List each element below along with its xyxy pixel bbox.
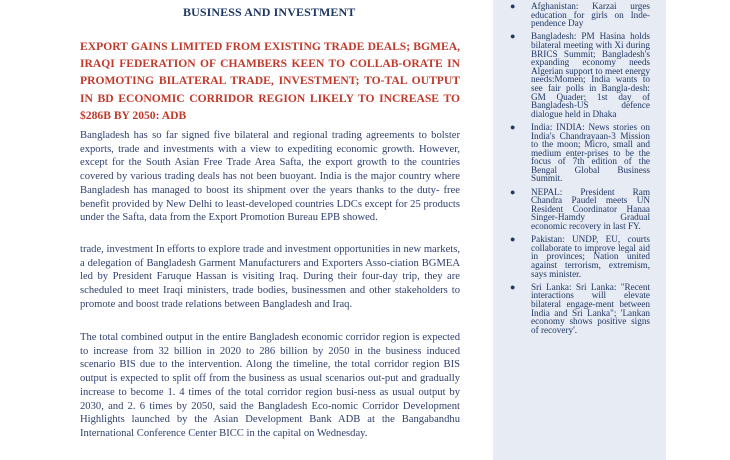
news-list <box>493 2 666 334</box>
bullet-icon: ● <box>510 186 516 197</box>
bullet-icon: ● <box>510 121 516 132</box>
news-sidebar <box>493 0 666 460</box>
bullet-icon: ● <box>510 1 516 11</box>
bullet-icon: ● <box>510 281 516 292</box>
news-item-text: Pakistan: UNDP, EU, courts collaborate to improve legal aid in provinces; Nation united against terrorism, extremism, says minister. <box>531 234 650 279</box>
news-item-afghanistan[interactable] <box>493 2 666 28</box>
news-item-text: NEPAL: President Ram Chandra Paudel meets UN Resident Coordinator Hanaa Singer-Hamdy Gradual economic recovery in last FY. <box>531 186 650 232</box>
news-item-india[interactable] <box>493 123 666 183</box>
article-paragraph-2: trade, investment In efforts to explore trade and investment opportunities in new markets, a delegation of Bangladesh Garment Manufacturers and Exporters Asso-ciation BGMEA led by President Faruque Hassan is visiting Iraq. During their four-day trip, they are scheduled to meet Iraqi ministers, trade bodies, businessmen and other stakeholders to promote and boost trade relations between Bangladesh and Iraq. <box>80 244 460 310</box>
article-paragraph-3: The total combined output in the entire Bangladesh economic corridor region is expected to increase from 32 billion in 2020 to 286 billion by 2050 in the business induced scenario BIS due to the intervention. Along the timeline, the total corridor region BIS output is expected to split off from the business as usual scenarios out-put and gradually increase to become 1. 4 times of the total corridor region busi-ness as usual output by 2030, and 2. 6 times by 2050, said the Bangladesh Eco-nomic Corridor Development Highlights launched by the Asian Development Bank ADB at the Bangabandhu International Conference Center BICC in the capital on Wednesday. <box>80 332 460 439</box>
news-item-pakistan[interactable] <box>493 235 666 278</box>
article-paragraph-1: Bangladesh has so far signed five bilateral and regional trading agreements to bolster exports, trade and investments with a view to expediting economic growth. However, except for the South Asian Free Trade Area Safta, the export growth to the countries covered by various trading deals has not been buoyant. India is the major country where Bangladesh has managed to boost its shipment over the years thanks to the duty- free benefit provided by New Delhi to least-developed countries LDCs except for 25 products under the Safta, data from the Export Promotion Bureau EPB showed. <box>80 130 460 224</box>
bullet-icon: ● <box>510 234 516 245</box>
news-item-sri-lanka[interactable] <box>493 283 666 335</box>
news-item-bangladesh[interactable] <box>493 32 666 118</box>
section-title: BUSINESS AND INVESTMENT <box>183 5 356 19</box>
article-headline: EXPORT GAINS LIMITED FROM EXISTING TRADE DEALS; BGMEA, IRAQI FEDERATION OF CHAMBERS KEEN TO COLLAB-ORATE IN PROMOTING BILATERAL TRADE, INVESTMENT; TO-TAL OUTPUT IN BD ECONOMIC CORRIDOR REGION LIKELY TO INCREASE TO $286B BY 2050: ADB <box>80 40 460 122</box>
news-item-text: Bangladesh: PM Hasina holds bilateral meeting with Xi during BRICS Summit; Bangladesh's expanding economy needs Algerian support to meet energy needs:Momen; India wants to see fair polls in Bangla-desh: GM Quader; 1st day of Bangladesh-US defence dialogue held in Dhaka <box>531 31 650 119</box>
news-item-text: Afghanistan: Karzai urges education for girls on Inde-pendence Day <box>531 1 650 29</box>
news-item-text: India: INDIA: News stories on India's Chandrayaan-3 Mission to the moon; Micro, small and medium enter-prises to be the focus of 7th edition of the Bengal Global Business Summit. <box>531 121 650 184</box>
news-item-text: Sri Lanka: Sri Lanka: "Recent interactions will elevate bilateral engage-ment between India and Sri Lanka"; 'Lankan economy shows positive signs of recovery'. <box>531 281 650 335</box>
bullet-icon: ● <box>510 31 516 42</box>
news-item-nepal[interactable] <box>493 188 666 231</box>
